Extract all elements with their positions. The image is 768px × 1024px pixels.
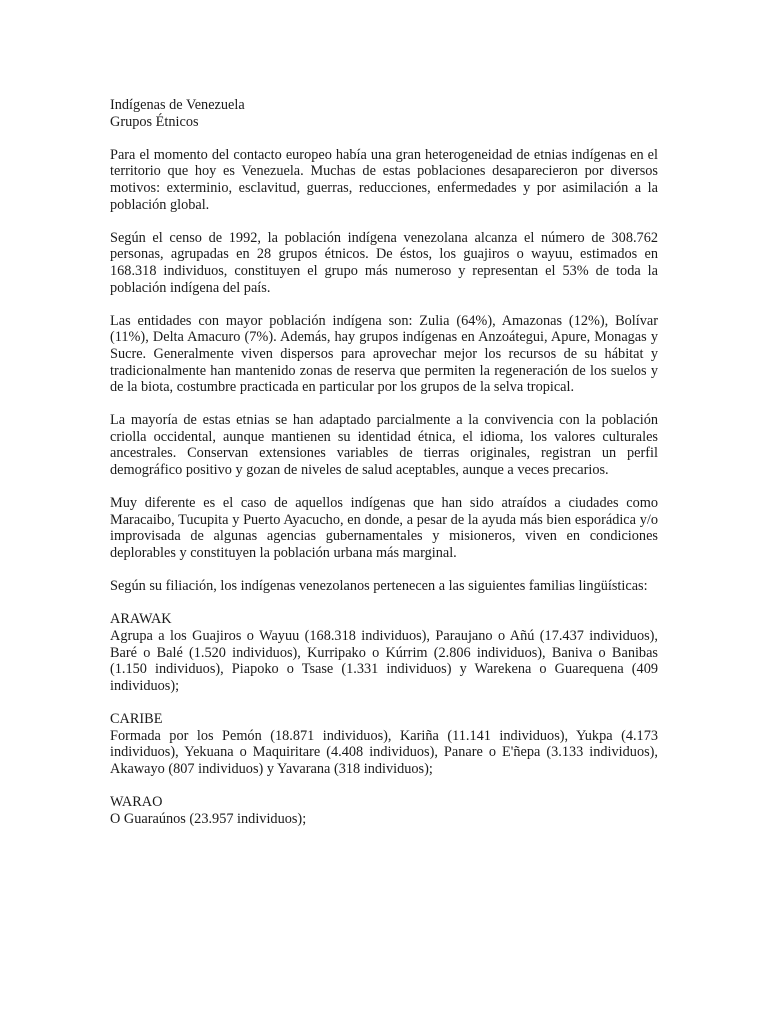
document-subtitle: Grupos Étnicos [110,113,199,130]
language-family-caribe [110,711,658,777]
paragraph-regions: Las entidades con mayor población indígena son: Zulia (64%), Amazonas (12%), Bolívar (11%), Delta Amacuro (7%). Además, hay grupos indígenas en Anzoátegui, Apure, Monagas y Sucre. Generalmente viven dispersos para aprovechar mejor los recursos de su hábitat y tradicionalmente han mantenido zonas de reserva que permiten la regeneración de los suelos y de la biota, costumbre practicada en particular por los grupos de la selva tropical. [110,312,658,396]
language-family-warao [110,794,658,827]
family-description: O Guaraúnos (23.957 individuos); [110,810,307,827]
paragraph-families-intro: Según su filiación, los indígenas venezolanos pertenecen a las siguientes familias lingüísticas: [110,578,648,595]
language-family-arawak [110,611,658,694]
family-description: Formada por los Pemón (18.871 individuos), Kariña (11.141 individuos), Yukpa (4.173 individuos), Yekuana o Maquiritare (4.408 individuos), Panare o E'ñepa (3.133 individuos), Akawayo (807 individuos) y Yavarana (318 individuos); [110,727,658,777]
family-heading: CARIBE [110,710,163,727]
paragraph-intro: Para el momento del contacto europeo había una gran heterogeneidad de etnias indígenas en el territorio que hoy es Venezuela. Muchas de estas poblaciones desaparecieron por diversos motivos: exterminio, esclavitud, guerras, reducciones, enfermedades y por asimilación a la población global. [110,146,658,213]
title-block [110,97,658,130]
family-heading: WARAO [110,793,163,810]
family-heading: ARAWAK [110,611,172,628]
paragraph-adaptation: La mayoría de estas etnias se han adaptado parcialmente a la convivencia con la población criolla occidental, aunque mantienen su identidad étnica, el idioma, los valores culturales ancestrales. Conservan extensiones variables de tierras originales, registran un perfil demográfico positivo y gozan de niveles de salud aceptables, aunque a veces precarios. [110,412,658,479]
document-title: Indígenas de Venezuela [110,97,245,113]
paragraph-urban: Muy diferente es el caso de aquellos indígenas que han sido atraídos a ciudades como Maracaibo, Tucupita y Puerto Ayacucho, en donde, a pesar de la ayuda más bien esporádica y/o improvisada de algunas agencias gubernamentales y misioneros, viven en condiciones deplorables y constituyen la población urbana más marginal. [110,495,658,562]
paragraph-census: Según el censo de 1992, la población indígena venezolana alcanza el número de 308.762 personas, agrupadas en 28 grupos étnicos. De éstos, los guajiros o wayuu, estimados en 168.318 individuos, constituyen el grupo más numeroso y representan el 53% de toda la población indígena del país. [110,229,658,296]
document-body [110,97,658,844]
family-description: Agrupa a los Guajiros o Wayuu (168.318 individuos), Paraujano o Añú (17.437 individuos), Baré o Balé (1.520 individuos), Kurripako o Kúrrim (2.806 individuos), Baniva o Banibas (1.150 individuos), Piapoko o Tsase (1.331 individuos) y Warekena o Guarequena (409 individuos); [110,628,658,694]
